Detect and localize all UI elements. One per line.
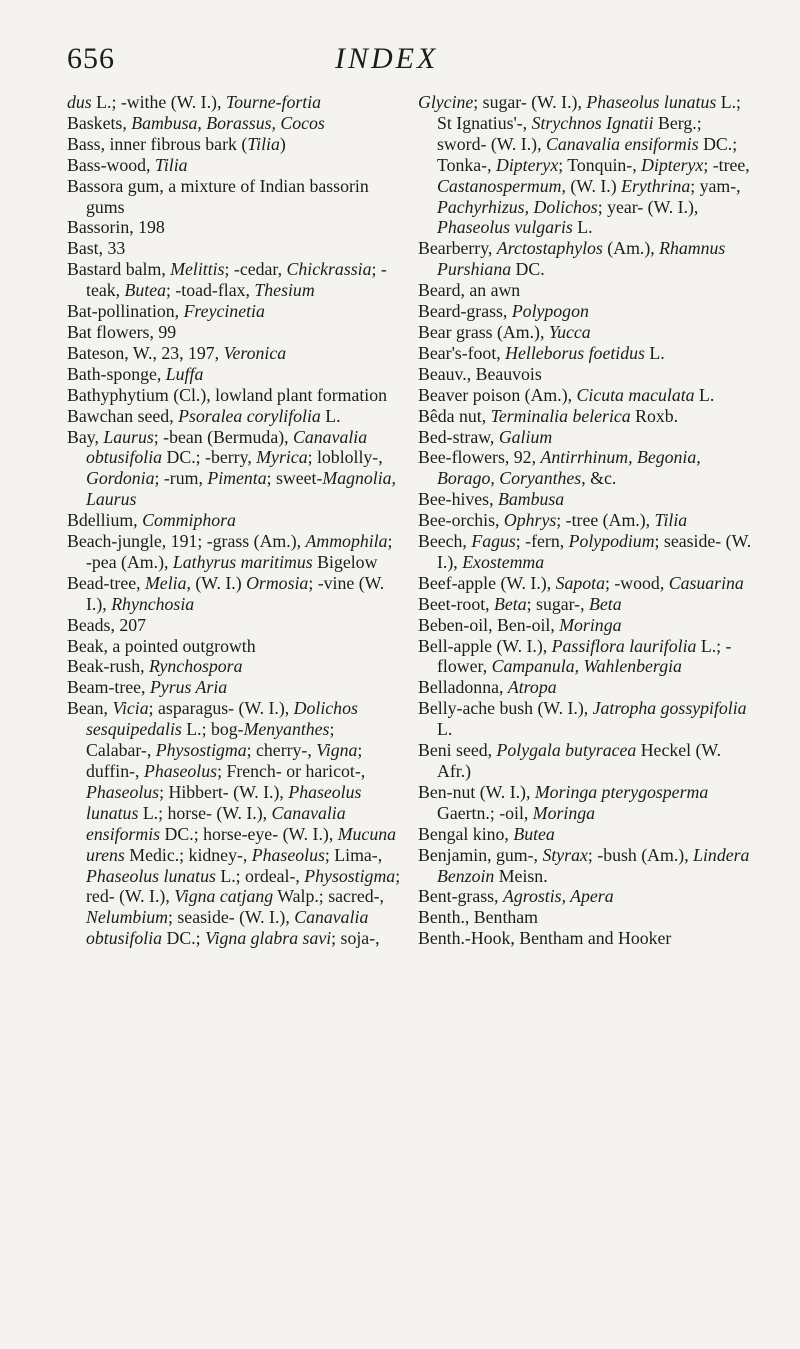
entry-text: Bean, <box>67 698 113 719</box>
latin-name: Butea <box>513 823 555 844</box>
page-header <box>0 14 800 74</box>
latin-name: Butea <box>124 280 166 301</box>
index-entry <box>418 364 753 385</box>
latin-name: Menyanthes <box>243 719 330 740</box>
index-entry <box>418 301 753 322</box>
index-entry <box>418 615 753 636</box>
entry-text: Heckel (W. Afr.) <box>437 740 722 781</box>
latin-name: Tilia <box>154 154 188 175</box>
entry-text: ; -wood, <box>605 572 669 593</box>
latin-name: Passiflora laurifolia <box>551 635 697 656</box>
latin-name: Terminalia belerica <box>490 405 631 426</box>
entry-text: Bassora gum, a mixture of Indian bassorin gums <box>67 175 369 217</box>
entry-text: L. <box>437 719 453 740</box>
latin-name: Tourne-fortia <box>225 92 322 112</box>
latin-name: Helleborus foetidus <box>505 342 645 363</box>
entry-text: DC.; -berry, <box>162 447 257 468</box>
index-entry <box>418 322 753 343</box>
entry-text: Beam-tree, <box>67 677 150 698</box>
entry-text: Bee-flowers, 92, <box>418 447 541 468</box>
index-entry <box>418 489 753 510</box>
index-entry <box>67 343 402 364</box>
entry-text: Bent-grass, <box>418 886 503 907</box>
entry-text: ; -rum, <box>154 468 208 489</box>
latin-name: Melia <box>145 572 187 593</box>
latin-name: Physostigma <box>155 740 247 761</box>
entry-text: ; -bush (Am.), <box>587 844 694 865</box>
entry-text: Bawchan seed, <box>67 405 179 426</box>
index-entry <box>418 845 753 887</box>
latin-name: Magnolia, Laurus <box>86 468 396 510</box>
latin-name: Thesium <box>254 280 315 301</box>
entry-text: Bead-tree, <box>67 572 145 593</box>
entry-text: Beak, a pointed outgrowth <box>67 635 256 656</box>
entry-text: Bear grass (Am.), <box>418 321 549 342</box>
entry-text: Bell-apple (W. I.), <box>418 635 552 656</box>
index-entry <box>67 155 402 176</box>
entry-text: DC.; horse-eye- (W. I.), <box>160 823 338 844</box>
latin-name: Ophrys <box>503 510 557 531</box>
latin-name: Canavalia obtusifolia <box>86 907 369 949</box>
index-entry <box>67 217 402 238</box>
entry-text: Bat flowers, 99 <box>67 321 177 342</box>
latin-name: Ammophila <box>305 531 388 552</box>
latin-name: Styrax <box>542 844 588 865</box>
entry-text: ; -toad-flax, <box>166 280 255 301</box>
latin-name: Pachyrhizus, Dolichos <box>437 196 598 217</box>
latin-name: Lindera Benzoin <box>437 844 750 886</box>
entry-text: Bat-pollination, <box>67 301 184 322</box>
index-entry <box>67 406 402 427</box>
index-entry <box>418 447 753 489</box>
index-entry <box>67 698 402 949</box>
entry-text: ; duffin-, <box>86 740 363 781</box>
latin-name: Polypogon <box>511 301 589 322</box>
index-entry <box>67 259 402 301</box>
entry-text: Bed-straw, <box>418 426 499 447</box>
latin-name: Rhamnus Purshiana <box>437 238 726 280</box>
entry-text: ; loblolly-, <box>307 447 383 468</box>
index-entry <box>418 907 753 928</box>
latin-name: Galium <box>498 426 553 447</box>
latin-name: Phaseolus lunatus <box>86 865 216 886</box>
entry-text: Bee-orchis, <box>418 510 504 531</box>
latin-name: Atropa <box>507 677 557 698</box>
index-entry <box>67 677 402 698</box>
entry-text: Beaver poison (Am.), <box>418 384 577 405</box>
entry-text: Beni seed, <box>418 740 497 761</box>
index-entry <box>418 427 753 448</box>
index-entry <box>67 531 402 573</box>
entry-text: ; seaside- (W. I.), <box>437 531 752 572</box>
latin-name: Glycine <box>418 92 474 112</box>
latin-name: Cicuta maculata <box>576 384 695 405</box>
entry-text: Bass-wood, <box>67 154 155 175</box>
entry-text: Beard, an awn <box>418 280 521 301</box>
latin-name: Dipteryx <box>641 154 704 175</box>
entry-text: Roxb. <box>630 405 679 426</box>
entry-text: ; cherry-, <box>246 740 317 761</box>
entry-text: ; -fern, <box>515 531 569 552</box>
entry-text: , &c. <box>581 468 617 489</box>
latin-name: Commiphora <box>142 510 236 531</box>
index-entry <box>418 740 753 782</box>
latin-name: Rhynchosia <box>111 593 195 614</box>
entry-text: ; Lima-, <box>324 844 383 865</box>
latin-name: Moringa pterygosperma <box>534 781 709 802</box>
latin-name: Psoralea corylifolia <box>178 405 321 426</box>
entry-text: L.; ordeal-, <box>215 865 305 886</box>
entry-text: DC. <box>511 259 545 280</box>
latin-name: Canavalia ensiformis <box>86 802 346 844</box>
latin-name: Bambusa <box>498 489 565 510</box>
index-entry <box>418 677 753 698</box>
index-entry <box>418 594 753 615</box>
entry-text: Beak-rush, <box>67 656 149 677</box>
index-entry <box>418 510 753 531</box>
index-entry <box>418 824 753 845</box>
latin-name: Canavalia ensiformis <box>545 133 699 154</box>
index-entry <box>67 636 402 657</box>
entry-text: Beben-oil, Ben-oil, <box>418 614 560 635</box>
entry-text: Bast, 33 <box>67 238 126 259</box>
latin-name: Phaseolus <box>86 781 160 802</box>
entry-text: Walp.; sacred-, <box>273 886 384 907</box>
entry-text: ; -vine (W. I.), <box>86 572 385 614</box>
latin-name: Canavalia obtusifolia <box>86 426 368 468</box>
index-entry <box>418 698 753 740</box>
index-entry <box>418 531 753 573</box>
latin-name: Gordonia <box>86 468 155 489</box>
index-entry <box>67 615 402 636</box>
index-entry <box>67 301 402 322</box>
entry-text: ; soja-, <box>331 928 380 949</box>
latin-name: Tilia <box>247 133 280 154</box>
index-entry <box>67 92 402 113</box>
index-entry <box>67 427 402 511</box>
entry-text: Bastard balm, <box>67 259 171 280</box>
index-entry <box>418 238 753 280</box>
entry-text: DC.; <box>162 928 206 949</box>
entry-text: Benth.-Hook, Bentham and Hooker <box>418 928 672 949</box>
latin-name: Myrica <box>256 447 308 468</box>
latin-name: Bambusa, Borassus, Cocos <box>131 112 325 133</box>
entry-text: ; Hibbert- (W. I.), <box>159 781 289 802</box>
index-entry <box>418 385 753 406</box>
latin-name: Antirrhinum, Begonia, Borago, Coryanthes <box>437 447 701 489</box>
latin-name: Fagus <box>471 531 516 552</box>
entry-text: Bay, <box>67 426 104 447</box>
entry-text: Belly-ache bush (W. I.), <box>418 698 593 719</box>
latin-name: Campanula, Wahlenbergia <box>491 656 682 677</box>
entry-text: Bearberry, <box>418 238 497 259</box>
entry-text: Gaertn.; -oil, <box>437 802 533 823</box>
latin-name: Dipteryx <box>496 154 559 175</box>
entry-text: Berg.; sword- (W. I.), <box>437 112 702 154</box>
latin-name: Chickrassia <box>286 259 372 280</box>
latin-name: Casuarina <box>668 572 744 593</box>
entry-text: ; -teak, <box>86 259 387 301</box>
entry-text: L. <box>644 342 665 363</box>
entry-text: L. <box>572 217 593 238</box>
latin-name: Freycinetia <box>183 301 265 322</box>
entry-text: L.; -flower, <box>437 635 732 677</box>
entry-text: ; red- (W. I.), <box>86 865 401 907</box>
entry-text: ) <box>279 133 286 154</box>
entry-text: Baskets, <box>67 112 132 133</box>
latin-name: Melittis <box>170 259 225 280</box>
latin-name: Phaseolus lunatus <box>86 781 362 823</box>
entry-text: (Am.), <box>602 238 660 259</box>
entry-text: Beauv., Beauvois <box>418 363 542 384</box>
entry-text: ; sugar-, <box>526 593 589 614</box>
index-entry <box>67 176 402 218</box>
latin-name: Vigna <box>316 740 358 761</box>
entry-text: L.; St Ignatius'-, <box>437 92 741 133</box>
entry-text: Bee-hives, <box>418 489 498 510</box>
entry-text: L. <box>694 384 715 405</box>
index-entry <box>418 573 753 594</box>
entry-text: Beech, <box>418 531 472 552</box>
entry-text: L. <box>320 405 341 426</box>
index-entry <box>418 886 753 907</box>
entry-text: ; seaside- (W. I.), <box>168 907 295 928</box>
latin-name: Vicia <box>112 698 149 719</box>
entry-text: Beard-grass, <box>418 301 512 322</box>
entry-text: Bateson, W., 23, 197, <box>67 342 224 363</box>
latin-name: Mucuna urens <box>86 823 396 865</box>
page-number: 656 <box>67 42 115 75</box>
entry-text: Bigelow <box>312 551 378 572</box>
index-entry <box>67 322 402 343</box>
latin-name: Vigna glabra savi <box>205 928 332 949</box>
running-head: INDEX <box>335 42 439 75</box>
latin-name: Nelumbium <box>86 907 168 928</box>
entry-text: ; -pea (Am.), <box>86 531 393 572</box>
index-entry <box>418 92 753 238</box>
latin-name: Lathyrus maritimus <box>172 551 313 572</box>
entry-text: Medic.; kidney-, <box>124 844 252 865</box>
index-entry <box>67 656 402 677</box>
index-entry <box>418 782 753 824</box>
latin-name: Luffa <box>165 363 204 384</box>
latin-name: Dolichos sesquipedalis <box>86 698 358 740</box>
latin-name: Physostigma <box>304 865 396 886</box>
latin-name: Yucca <box>548 321 591 342</box>
latin-name: Castanospermum <box>437 175 562 196</box>
latin-name: Polygala butyracea <box>496 740 637 761</box>
latin-name: Veronica <box>223 342 287 363</box>
index-entry <box>67 364 402 385</box>
index-entry <box>418 280 753 301</box>
latin-name: Erythrina <box>621 175 691 196</box>
entry-text: Bear's-foot, <box>418 342 506 363</box>
latin-name: Rynchospora <box>148 656 243 677</box>
entry-text: Belladonna, <box>418 677 508 698</box>
entry-text: Meisn. <box>494 865 548 886</box>
entry-text: Bathyphytium (Cl.), lowland plant formation <box>67 384 388 405</box>
latin-name: Laurus <box>103 426 154 447</box>
entry-text: L.; bog- <box>181 719 244 740</box>
latin-name: Arctostaphylos <box>496 238 603 259</box>
index-entry <box>67 510 402 531</box>
entry-text: Beads, 207 <box>67 614 147 635</box>
entry-text: Beef-apple (W. I.), <box>418 572 556 593</box>
latin-name: dus <box>67 92 92 112</box>
index-entry <box>418 928 753 949</box>
entry-text: Beet-root, <box>418 593 495 614</box>
latin-name: Phaseolus lunatus <box>586 92 717 112</box>
latin-name: Jatropha gossypifolia <box>592 698 747 719</box>
latin-name: Moringa <box>559 614 622 635</box>
latin-name: Phaseolus <box>143 761 218 781</box>
latin-name: Beta <box>589 593 622 614</box>
entry-text: L.; -withe (W. I.), <box>91 92 226 112</box>
latin-name: Phaseolus <box>251 844 325 865</box>
entry-text: ; -bean (Bermuda), <box>153 426 294 447</box>
index-entry <box>67 134 402 155</box>
entry-text: Benjamin, gum-, <box>418 844 543 865</box>
entry-text: L.; horse- (W. I.), <box>138 802 272 823</box>
entry-text: Beach-jungle, 191; -grass (Am.), <box>67 531 306 552</box>
entry-text: ; -cedar, <box>224 259 287 280</box>
index-entry <box>418 636 753 678</box>
latin-name: Sapota <box>555 572 605 593</box>
index-column-left <box>67 92 402 949</box>
latin-name: Agrostis, Apera <box>502 886 614 907</box>
entry-text: ; Calabar-, <box>86 719 335 761</box>
index-entry <box>418 406 753 427</box>
latin-name: Ormosia <box>246 572 309 593</box>
entry-text: Bath-sponge, <box>67 363 166 384</box>
entry-text: Bengal kino, <box>418 823 514 844</box>
latin-name: Beta <box>494 593 527 614</box>
entry-text: , (W. I.) <box>186 572 247 593</box>
latin-name: Exostemma <box>462 551 545 572</box>
latin-name: Pimenta <box>207 468 267 489</box>
entry-text: Ben-nut (W. I.), <box>418 781 535 802</box>
latin-name: Tilia <box>654 510 688 531</box>
entry-text: Benth., Bentham <box>418 907 539 928</box>
entry-text: Bdellium, <box>67 510 143 531</box>
entry-text: ; -tree, <box>703 154 750 175</box>
entry-text: ; sweet- <box>266 468 323 489</box>
entry-text: Bassorin, 198 <box>67 217 165 238</box>
latin-name: Phaseolus vulgaris <box>437 217 573 238</box>
entry-text: ; year- (W. I.), <box>597 196 699 217</box>
index-entry <box>67 113 402 134</box>
entry-text: ; French- or haricot-, <box>217 761 366 781</box>
entry-text: DC.; Tonka-, <box>437 133 738 175</box>
latin-name: Vigna catjang <box>174 886 274 907</box>
latin-name: Polypodium <box>568 531 655 552</box>
entry-text: ; asparagus- (W. I.), <box>148 698 294 719</box>
index-entry <box>418 343 753 364</box>
entry-text: Bêda nut, <box>418 405 491 426</box>
entry-text: Bass, inner fibrous bark ( <box>67 133 248 154</box>
latin-name: Strychnos Ignatii <box>531 112 654 133</box>
entry-text: ; sugar- (W. I.), <box>473 92 587 112</box>
entry-text: , (W. I.) <box>561 175 622 196</box>
index-column-right <box>418 92 753 949</box>
entry-text: ; yam-, <box>690 175 741 196</box>
latin-name: Moringa <box>532 802 596 823</box>
latin-name: Pyrus Aria <box>149 677 228 698</box>
index-entry <box>67 238 402 259</box>
index-entry <box>67 573 402 615</box>
entry-text: ; -tree (Am.), <box>556 510 655 531</box>
index-entry <box>67 385 402 406</box>
entry-text: ; Tonquin-, <box>558 154 642 175</box>
